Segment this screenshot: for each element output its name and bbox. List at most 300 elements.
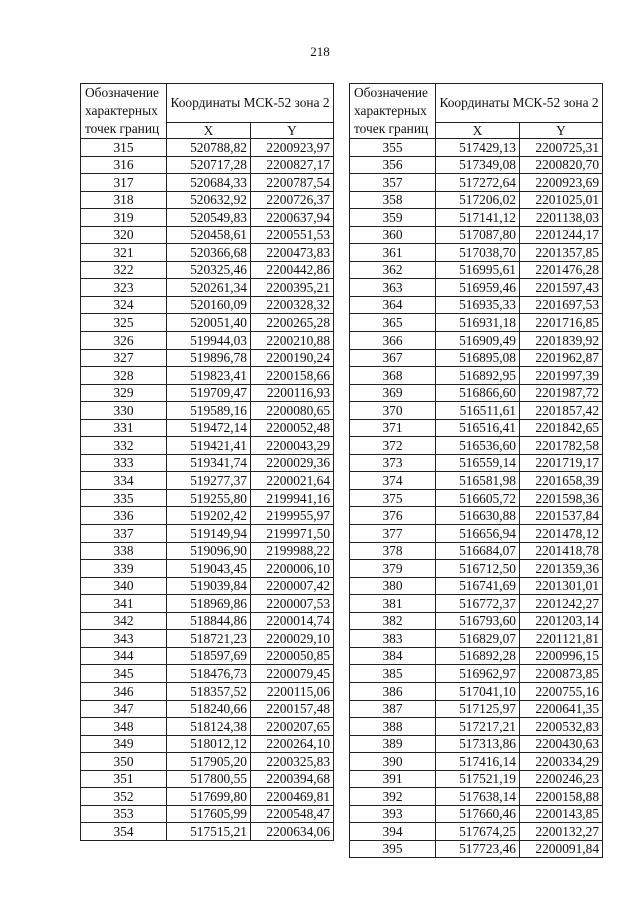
point-number-cell: 383 (350, 630, 436, 648)
point-number-cell: 380 (350, 577, 436, 595)
coordinate-system-header: Координаты МСК-52 зона 2 (436, 84, 603, 123)
x-coordinate-cell: 520717,28 (167, 156, 251, 174)
table-row (81, 665, 334, 683)
x-coordinate-cell: 517699,80 (167, 788, 251, 806)
y-coordinate-cell: 2200551,53 (251, 226, 334, 244)
coordinate-system-header: Координаты МСК-52 зона 2 (167, 84, 334, 123)
table-row (350, 525, 603, 543)
point-number-cell: 328 (81, 367, 167, 385)
x-coordinate-cell: 517206,02 (436, 191, 520, 209)
point-number-cell: 392 (350, 788, 436, 806)
x-coordinate-cell: 520458,61 (167, 226, 251, 244)
x-coordinate-cell: 516866,60 (436, 384, 520, 402)
x-coordinate-cell: 518597,69 (167, 647, 251, 665)
x-coordinate-cell: 520325,46 (167, 261, 251, 279)
table-row (81, 472, 334, 490)
point-number-cell: 330 (81, 402, 167, 420)
point-number-cell: 393 (350, 805, 436, 823)
x-coordinate-cell: 517429,13 (436, 139, 520, 157)
point-number-cell: 364 (350, 296, 436, 314)
x-coordinate-cell: 517041,10 (436, 682, 520, 700)
y-coordinate-cell: 2199971,50 (251, 525, 334, 543)
y-coordinate-cell: 2201242,27 (520, 595, 603, 613)
x-coordinate-cell: 519421,41 (167, 437, 251, 455)
point-number-cell: 376 (350, 507, 436, 525)
y-coordinate-cell: 2200442,86 (251, 261, 334, 279)
table-row (350, 261, 603, 279)
table-row (350, 314, 603, 332)
y-coordinate-cell: 2201782,58 (520, 437, 603, 455)
table-row (350, 472, 603, 490)
y-coordinate-cell: 2200091,84 (520, 840, 603, 858)
point-number-cell: 333 (81, 454, 167, 472)
point-number-cell: 319 (81, 209, 167, 227)
y-coordinate-cell: 2200532,83 (520, 718, 603, 736)
x-coordinate-cell: 516741,69 (436, 577, 520, 595)
x-coordinate-cell: 519043,45 (167, 560, 251, 578)
y-coordinate-cell: 2200007,53 (251, 595, 334, 613)
point-number-cell: 322 (81, 261, 167, 279)
table-row (350, 753, 603, 771)
y-coordinate-cell: 2200050,85 (251, 647, 334, 665)
table-row (81, 244, 334, 262)
table-row (350, 296, 603, 314)
y-coordinate-cell: 2200116,93 (251, 384, 334, 402)
x-coordinate-cell: 517087,80 (436, 226, 520, 244)
table-row (81, 525, 334, 543)
table-row (81, 209, 334, 227)
point-number-cell: 320 (81, 226, 167, 244)
x-coordinate-cell: 517217,21 (436, 718, 520, 736)
table-row (350, 191, 603, 209)
x-coordinate-cell: 520549,83 (167, 209, 251, 227)
y-coordinate-cell: 2200052,48 (251, 419, 334, 437)
point-number-cell: 351 (81, 770, 167, 788)
y-coordinate-cell: 2201597,43 (520, 279, 603, 297)
x-coordinate-cell: 518969,86 (167, 595, 251, 613)
table-row (350, 349, 603, 367)
point-number-cell: 371 (350, 419, 436, 437)
point-number-cell: 346 (81, 682, 167, 700)
table-row (81, 174, 334, 192)
y-coordinate-cell: 2200394,68 (251, 770, 334, 788)
x-coordinate-cell: 516536,60 (436, 437, 520, 455)
point-number-cell: 378 (350, 542, 436, 560)
x-column-header: X (167, 123, 251, 139)
x-coordinate-cell: 517141,12 (436, 209, 520, 227)
x-coordinate-cell: 519589,16 (167, 402, 251, 420)
y-coordinate-cell: 2201244,17 (520, 226, 603, 244)
table-row (350, 542, 603, 560)
x-coordinate-cell: 516712,50 (436, 560, 520, 578)
point-number-cell: 366 (350, 332, 436, 350)
point-number-cell: 369 (350, 384, 436, 402)
y-coordinate-cell: 2201697,53 (520, 296, 603, 314)
table-row (81, 805, 334, 823)
point-number-cell: 326 (81, 332, 167, 350)
point-number-cell: 341 (81, 595, 167, 613)
x-coordinate-cell: 519255,80 (167, 489, 251, 507)
y-coordinate-cell: 2201359,36 (520, 560, 603, 578)
point-number-cell: 389 (350, 735, 436, 753)
y-coordinate-cell: 2200006,10 (251, 560, 334, 578)
y-coordinate-cell: 2199988,22 (251, 542, 334, 560)
table-row (350, 682, 603, 700)
point-number-cell: 381 (350, 595, 436, 613)
table-row (350, 437, 603, 455)
x-coordinate-cell: 516656,94 (436, 525, 520, 543)
point-number-cell: 357 (350, 174, 436, 192)
point-number-cell: 336 (81, 507, 167, 525)
x-coordinate-cell: 517272,64 (436, 174, 520, 192)
point-number-cell: 347 (81, 700, 167, 718)
x-coordinate-cell: 516559,14 (436, 454, 520, 472)
table-row (81, 630, 334, 648)
y-coordinate-cell: 2201121,81 (520, 630, 603, 648)
table-row (350, 507, 603, 525)
x-coordinate-cell: 516995,61 (436, 261, 520, 279)
y-coordinate-cell: 2200641,35 (520, 700, 603, 718)
y-coordinate-cell: 2201997,39 (520, 367, 603, 385)
y-coordinate-cell: 2200395,21 (251, 279, 334, 297)
point-number-cell: 362 (350, 261, 436, 279)
table-row (81, 489, 334, 507)
point-number-cell: 377 (350, 525, 436, 543)
y-coordinate-cell: 2200873,85 (520, 665, 603, 683)
y-coordinate-cell: 2201987,72 (520, 384, 603, 402)
table-row (350, 560, 603, 578)
table-row (81, 647, 334, 665)
y-coordinate-cell: 2200029,10 (251, 630, 334, 648)
y-coordinate-cell: 2201962,87 (520, 349, 603, 367)
y-coordinate-cell: 2200115,06 (251, 682, 334, 700)
x-coordinate-cell: 517416,14 (436, 753, 520, 771)
x-coordinate-cell: 518240,66 (167, 700, 251, 718)
point-number-cell: 349 (81, 735, 167, 753)
table-row (350, 700, 603, 718)
point-number-cell: 386 (350, 682, 436, 700)
y-coordinate-cell: 2200469,81 (251, 788, 334, 806)
x-coordinate-cell: 517521,19 (436, 770, 520, 788)
table-row (81, 770, 334, 788)
y-coordinate-cell: 2200157,48 (251, 700, 334, 718)
x-coordinate-cell: 520160,09 (167, 296, 251, 314)
x-coordinate-cell: 519472,14 (167, 419, 251, 437)
y-coordinate-cell: 2200923,97 (251, 139, 334, 157)
coordinates-table-right (349, 83, 603, 858)
table-row (350, 770, 603, 788)
table-row (350, 489, 603, 507)
point-number-cell: 360 (350, 226, 436, 244)
x-coordinate-cell: 516829,07 (436, 630, 520, 648)
point-label-header: Обозначение характерных точек границ (350, 84, 436, 139)
table-row (81, 437, 334, 455)
table-row (350, 384, 603, 402)
point-number-cell: 370 (350, 402, 436, 420)
y-coordinate-cell: 2200430,63 (520, 735, 603, 753)
y-coordinate-cell: 2200007,42 (251, 577, 334, 595)
table-row (81, 261, 334, 279)
point-number-cell: 317 (81, 174, 167, 192)
table-row (350, 595, 603, 613)
point-number-cell: 367 (350, 349, 436, 367)
point-number-cell: 354 (81, 823, 167, 841)
y-coordinate-cell: 2201476,28 (520, 261, 603, 279)
table-row (81, 191, 334, 209)
point-number-cell: 329 (81, 384, 167, 402)
point-number-cell: 342 (81, 612, 167, 630)
table-row (81, 454, 334, 472)
table-row (81, 332, 334, 350)
table-row (81, 612, 334, 630)
x-coordinate-cell: 520684,33 (167, 174, 251, 192)
table-row (350, 647, 603, 665)
point-number-cell: 331 (81, 419, 167, 437)
table-row (350, 788, 603, 806)
point-number-cell: 340 (81, 577, 167, 595)
y-coordinate-cell: 2200637,94 (251, 209, 334, 227)
y-coordinate-cell: 2200132,27 (520, 823, 603, 841)
y-coordinate-cell: 2200021,64 (251, 472, 334, 490)
x-coordinate-cell: 516793,60 (436, 612, 520, 630)
x-coordinate-cell: 516895,08 (436, 349, 520, 367)
x-coordinate-cell: 518844,86 (167, 612, 251, 630)
y-column-header: Y (251, 123, 334, 139)
x-coordinate-cell: 517349,08 (436, 156, 520, 174)
table-row (81, 788, 334, 806)
x-coordinate-cell: 518476,73 (167, 665, 251, 683)
table-row (350, 332, 603, 350)
table-row (81, 314, 334, 332)
page-number: 218 (310, 44, 330, 59)
table-row (81, 577, 334, 595)
point-number-cell: 390 (350, 753, 436, 771)
point-number-cell: 363 (350, 279, 436, 297)
point-number-cell: 325 (81, 314, 167, 332)
point-number-cell: 324 (81, 296, 167, 314)
point-number-cell: 356 (350, 156, 436, 174)
point-number-cell: 318 (81, 191, 167, 209)
table-row (81, 367, 334, 385)
point-number-cell: 373 (350, 454, 436, 472)
x-coordinate-cell: 519896,78 (167, 349, 251, 367)
x-coordinate-cell: 516962,97 (436, 665, 520, 683)
x-coordinate-cell: 518357,52 (167, 682, 251, 700)
x-column-header: X (436, 123, 520, 139)
y-coordinate-cell: 2200548,47 (251, 805, 334, 823)
y-coordinate-cell: 2200328,32 (251, 296, 334, 314)
y-coordinate-cell: 2200634,06 (251, 823, 334, 841)
table-row (81, 139, 334, 157)
point-number-cell: 385 (350, 665, 436, 683)
table-row (350, 630, 603, 648)
x-coordinate-cell: 520051,40 (167, 314, 251, 332)
x-coordinate-cell: 520261,34 (167, 279, 251, 297)
point-number-cell: 338 (81, 542, 167, 560)
x-coordinate-cell: 520632,92 (167, 191, 251, 209)
table-row (350, 577, 603, 595)
y-coordinate-cell: 2200755,16 (520, 682, 603, 700)
x-coordinate-cell: 516511,61 (436, 402, 520, 420)
table-row (350, 665, 603, 683)
y-coordinate-cell: 2200246,23 (520, 770, 603, 788)
point-number-cell: 335 (81, 489, 167, 507)
y-coordinate-cell: 2200043,29 (251, 437, 334, 455)
point-number-cell: 375 (350, 489, 436, 507)
point-number-cell: 382 (350, 612, 436, 630)
x-coordinate-cell: 520366,68 (167, 244, 251, 262)
point-number-cell: 388 (350, 718, 436, 736)
y-coordinate-cell: 2201598,36 (520, 489, 603, 507)
y-coordinate-cell: 2201138,03 (520, 209, 603, 227)
x-coordinate-cell: 517660,46 (436, 805, 520, 823)
x-coordinate-cell: 518124,38 (167, 718, 251, 736)
table-row (81, 700, 334, 718)
table-row (81, 296, 334, 314)
point-number-cell: 339 (81, 560, 167, 578)
coordinates-table-left (80, 83, 334, 841)
point-number-cell: 345 (81, 665, 167, 683)
table-row (81, 753, 334, 771)
point-number-cell: 372 (350, 437, 436, 455)
x-coordinate-cell: 516684,07 (436, 542, 520, 560)
y-coordinate-cell: 2200725,31 (520, 139, 603, 157)
x-coordinate-cell: 519277,37 (167, 472, 251, 490)
x-coordinate-cell: 516959,46 (436, 279, 520, 297)
point-number-cell: 348 (81, 718, 167, 736)
x-coordinate-cell: 516931,18 (436, 314, 520, 332)
point-number-cell: 334 (81, 472, 167, 490)
y-coordinate-cell: 2200726,37 (251, 191, 334, 209)
point-number-cell: 365 (350, 314, 436, 332)
point-number-cell: 323 (81, 279, 167, 297)
x-coordinate-cell: 517638,14 (436, 788, 520, 806)
x-coordinate-cell: 519039,84 (167, 577, 251, 595)
table-row (350, 840, 603, 858)
point-number-cell: 374 (350, 472, 436, 490)
y-coordinate-cell: 2200996,15 (520, 647, 603, 665)
y-coordinate-cell: 2200207,65 (251, 718, 334, 736)
y-coordinate-cell: 2199955,97 (251, 507, 334, 525)
x-coordinate-cell: 517605,99 (167, 805, 251, 823)
y-coordinate-cell: 2201842,65 (520, 419, 603, 437)
x-coordinate-cell: 516581,98 (436, 472, 520, 490)
point-number-cell: 361 (350, 244, 436, 262)
x-coordinate-cell: 517515,21 (167, 823, 251, 841)
y-coordinate-cell: 2200325,83 (251, 753, 334, 771)
table-row (350, 244, 603, 262)
point-number-cell: 384 (350, 647, 436, 665)
x-coordinate-cell: 516892,95 (436, 367, 520, 385)
table-row (81, 735, 334, 753)
y-coordinate-cell: 2200014,74 (251, 612, 334, 630)
table-row (81, 595, 334, 613)
table-row (81, 560, 334, 578)
y-coordinate-cell: 2201839,92 (520, 332, 603, 350)
table-row (350, 718, 603, 736)
table-row (81, 823, 334, 841)
point-number-cell: 358 (350, 191, 436, 209)
point-number-cell: 395 (350, 840, 436, 858)
point-number-cell: 337 (81, 525, 167, 543)
table-row (81, 682, 334, 700)
y-coordinate-cell: 2200029,36 (251, 454, 334, 472)
y-coordinate-cell: 2200923,69 (520, 174, 603, 192)
y-coordinate-cell: 2200079,45 (251, 665, 334, 683)
point-number-cell: 391 (350, 770, 436, 788)
point-number-cell: 353 (81, 805, 167, 823)
y-coordinate-cell: 2200827,17 (251, 156, 334, 174)
point-number-cell: 343 (81, 630, 167, 648)
table-row (81, 156, 334, 174)
table-row (350, 735, 603, 753)
x-coordinate-cell: 518721,23 (167, 630, 251, 648)
x-coordinate-cell: 518012,12 (167, 735, 251, 753)
table-row (350, 402, 603, 420)
table-row (350, 419, 603, 437)
y-coordinate-cell: 2201357,85 (520, 244, 603, 262)
x-coordinate-cell: 517800,55 (167, 770, 251, 788)
y-coordinate-cell: 2201301,01 (520, 577, 603, 595)
point-number-cell: 315 (81, 139, 167, 157)
table-row (350, 174, 603, 192)
point-number-cell: 321 (81, 244, 167, 262)
x-coordinate-cell: 519823,41 (167, 367, 251, 385)
table-row (81, 718, 334, 736)
table-row (350, 226, 603, 244)
y-coordinate-cell: 2200473,83 (251, 244, 334, 262)
table-row (350, 454, 603, 472)
x-coordinate-cell: 519341,74 (167, 454, 251, 472)
point-label-header: Обозначение характерных точек границ (81, 84, 167, 139)
table-row (350, 279, 603, 297)
y-coordinate-cell: 2200190,24 (251, 349, 334, 367)
table-row (350, 367, 603, 385)
x-coordinate-cell: 516516,41 (436, 419, 520, 437)
y-coordinate-cell: 2200080,65 (251, 402, 334, 420)
y-coordinate-cell: 2200143,85 (520, 805, 603, 823)
y-coordinate-cell: 2200787,54 (251, 174, 334, 192)
x-coordinate-cell: 516772,37 (436, 595, 520, 613)
x-coordinate-cell: 516605,72 (436, 489, 520, 507)
table-row (350, 823, 603, 841)
x-coordinate-cell: 517038,70 (436, 244, 520, 262)
x-coordinate-cell: 517674,25 (436, 823, 520, 841)
y-coordinate-cell: 2200158,88 (520, 788, 603, 806)
table-row (81, 279, 334, 297)
table-row (81, 419, 334, 437)
table-row (350, 156, 603, 174)
x-coordinate-cell: 520788,82 (167, 139, 251, 157)
point-number-cell: 344 (81, 647, 167, 665)
point-number-cell: 355 (350, 139, 436, 157)
y-coordinate-cell: 2200158,66 (251, 367, 334, 385)
y-coordinate-cell: 2201203,14 (520, 612, 603, 630)
point-number-cell: 394 (350, 823, 436, 841)
y-coordinate-cell: 2200210,88 (251, 332, 334, 350)
table-row (81, 507, 334, 525)
y-coordinate-cell: 2201716,85 (520, 314, 603, 332)
table-row (81, 349, 334, 367)
x-coordinate-cell: 517125,97 (436, 700, 520, 718)
table-body (81, 139, 334, 841)
x-coordinate-cell: 519202,42 (167, 507, 251, 525)
x-coordinate-cell: 519096,90 (167, 542, 251, 560)
point-number-cell: 352 (81, 788, 167, 806)
y-coordinate-cell: 2201418,78 (520, 542, 603, 560)
y-coordinate-cell: 2200334,29 (520, 753, 603, 771)
y-coordinate-cell: 2201537,84 (520, 507, 603, 525)
